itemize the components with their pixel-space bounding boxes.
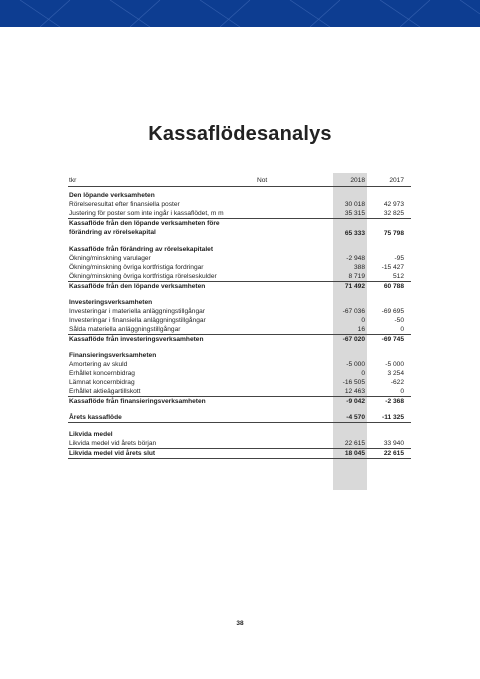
table-row: Sålda materiella anläggningstillgångar 16 0 <box>69 326 404 333</box>
subtotal-row: Kassaflöde från den löpande verksamheten före förändring av rörelsekapital 65 333 75 798 <box>68 218 411 238</box>
table-header <box>68 173 411 187</box>
table-row: Ökning/minskning övriga kortfristiga rörelseskulder 8 719 512 <box>69 273 404 280</box>
closing-balance-row: Likvida medel vid årets slut 18 045 22 615 <box>68 448 411 459</box>
top-decorative-band <box>0 0 480 27</box>
subtotal-row: Kassaflöde från investeringsverksamheten -67 020 -69 745 <box>68 334 411 344</box>
table-row: Erhållet koncernbidrag 0 3 254 <box>69 370 404 377</box>
section-heading: Investeringsverksamheten <box>69 299 153 306</box>
table-row: Investeringar i materiella anläggningstillgångar -67 036 -69 695 <box>69 308 404 315</box>
table-row: Lämnat koncernbidrag -16 505 -622 <box>69 379 404 386</box>
year-cash-flow-row: Årets kassaflöde -4 570 -11 325 <box>69 414 404 421</box>
page-number: 38 <box>236 620 244 627</box>
subtotal-row: Kassaflöde från finansieringsverksamheten -9 042 -2 368 <box>68 396 411 406</box>
section-heading: Likvida medel <box>69 431 113 438</box>
note-header: Not <box>257 177 268 184</box>
section-heading: Den löpande verksamheten <box>69 192 155 199</box>
table-row: Justering för poster som inte ingår i kassaflödet, m m 35 315 32 825 <box>69 210 404 217</box>
table-row: Investeringar i finansiella anläggningstillgångar 0 -50 <box>69 317 404 324</box>
table-row: Amortering av skuld -5 000 -5 000 <box>69 361 404 368</box>
section-heading: Finansieringsverksamheten <box>69 352 157 359</box>
subtotal-row: Kassaflöde från den löpande verksamheten 71 492 60 788 <box>68 281 411 291</box>
table-row: Rörelseresultat efter finansiella poster 30 018 42 973 <box>69 201 404 208</box>
table-row: Erhållet aktieägartillskott 12 463 0 <box>69 388 404 395</box>
cash-flow-statement <box>68 173 411 459</box>
band-pattern-graphic <box>0 0 480 27</box>
table-row: Ökning/minskning varulager -2 948 -95 <box>69 255 404 262</box>
year-current-header: 2018 <box>350 177 365 184</box>
year-prior-header: 2017 <box>389 177 404 184</box>
table-row: Likvida medel vid årets början 22 615 33 940 <box>69 440 404 447</box>
page-title: Kassaflödesanalys <box>148 123 332 145</box>
table-row: Ökning/minskning övriga kortfristiga fordringar 388 -15 427 <box>69 264 404 271</box>
section-heading: Kassaflöde från förändring av rörelsekapitalet <box>69 246 214 253</box>
unit-header: tkr <box>69 177 77 184</box>
